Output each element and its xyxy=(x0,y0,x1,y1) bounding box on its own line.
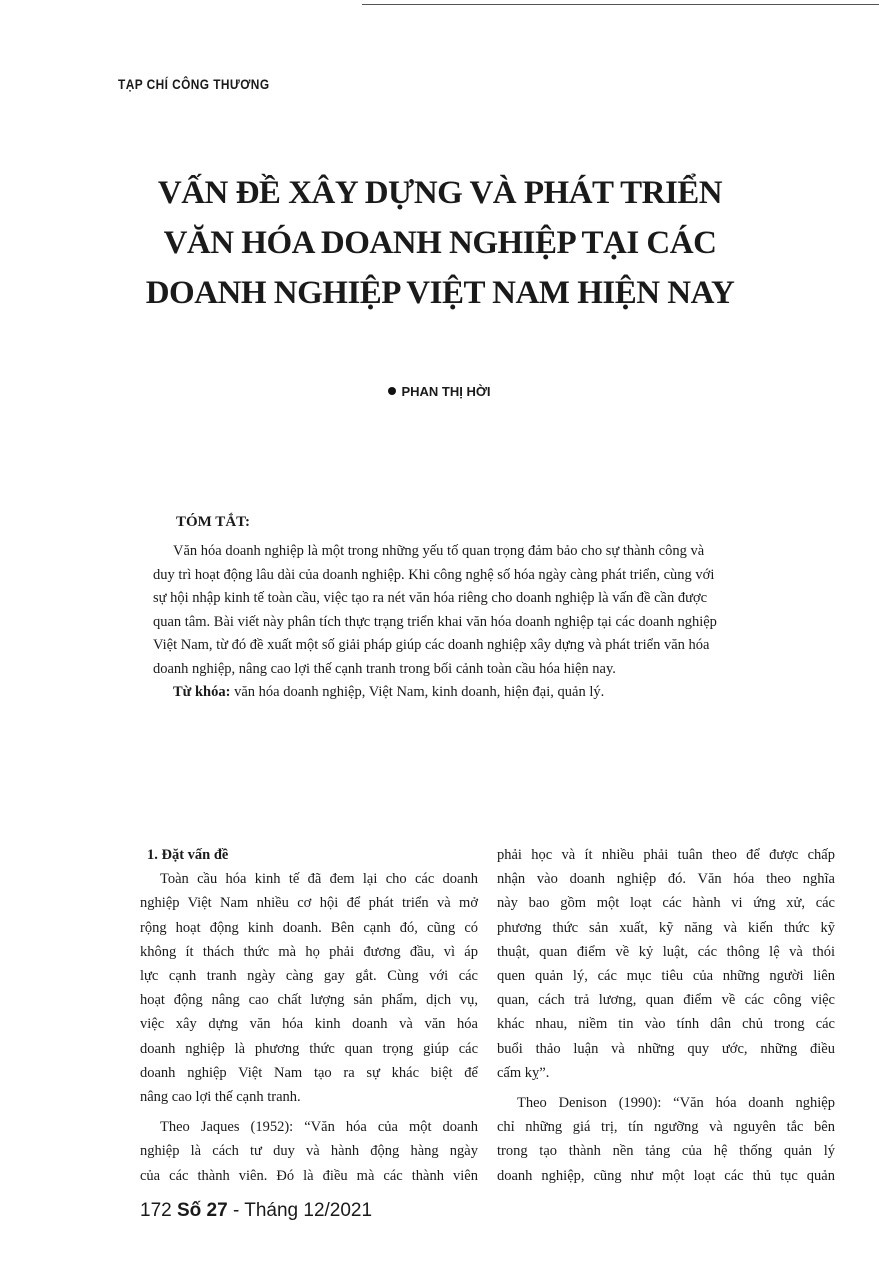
paragraph-line: nghiệp là cách tư duy và hành động hàng ngày xyxy=(140,1143,478,1160)
paragraph-line: không ít thách thức mà họ phải đương đầu, vì áp xyxy=(140,943,478,960)
page-number: 172 xyxy=(140,1200,172,1221)
title-line: VĂN HÓA DOANH NGHIỆP TẠI CÁC xyxy=(163,225,717,261)
paragraph-line: quen quản lý, các mục tiêu của những người liên xyxy=(497,968,835,985)
article-title xyxy=(100,168,780,318)
paragraph-line: lực cạnh tranh ngày càng gay gắt. Cùng với các xyxy=(140,968,478,985)
paragraph-line: phương thức sản xuất, kỹ năng và kiến thức kỹ xyxy=(497,919,835,936)
paragraph-line: thuật, quan điểm về kỷ luật, các thông lệ và thói xyxy=(497,943,835,960)
paragraph-line: nhận vào doanh nghiệp đó. Văn hóa theo nghĩa xyxy=(497,871,835,888)
paragraph-line: quan, cách trả lương, quan điểm về các công việc xyxy=(497,992,835,1009)
paragraph-line: trong tạo thành nền tảng của hệ thống quản lý xyxy=(497,1143,835,1160)
abstract-line: Văn hóa doanh nghiệp là một trong những yếu tố quan trọng đảm bảo cho sự thành công và xyxy=(173,543,705,559)
issue-date: - Tháng 12/2021 xyxy=(227,1200,373,1221)
keywords xyxy=(153,681,701,705)
author-name: PHAN THỊ HỜI xyxy=(401,384,491,399)
bullet-icon xyxy=(388,387,396,395)
left-column xyxy=(140,843,478,1188)
paragraph-line: phải học và ít nhiều phải tuân theo để được chấp xyxy=(497,847,835,863)
paragraph-line: rộng hoạt động kinh doanh. Bên cạnh đó, cũng có xyxy=(140,919,478,936)
paragraph-line: việc xây dựng văn hóa kinh doanh và văn hóa xyxy=(140,1016,478,1033)
right-column xyxy=(497,843,835,1188)
abstract-line: duy trì hoạt động lâu dài của doanh nghiệp. Khi công nghệ số hóa ngày càng phát triển, cùng với xyxy=(153,566,715,583)
paragraph-line: của các thành viên. Đó là điều mà các thành viên xyxy=(140,1167,478,1184)
abstract-line: doanh nghiệp, nâng cao lợi thế cạnh tranh trong bối cảnh toàn cầu hóa hiện nay. xyxy=(153,660,616,677)
top-rule xyxy=(362,4,879,5)
paragraph-line: nghiệp Việt Nam nhiều cơ hội để phát triển và mở xyxy=(140,895,478,912)
paragraph-line: Theo Jaques (1952): “Văn hóa của một doanh xyxy=(160,1119,478,1136)
title-line: VẤN ĐỀ XÂY DỰNG VÀ PHÁT TRIỂN xyxy=(157,175,723,211)
paragraph-line: nâng cao lợi thế cạnh tranh. xyxy=(140,1089,301,1106)
issue-number: Số 27 xyxy=(176,1200,228,1221)
paragraph-line: cấm kỵ”. xyxy=(497,1064,550,1081)
paragraph-line: Theo Denison (1990): “Văn hóa doanh nghiệp xyxy=(517,1095,835,1112)
paragraph-line: khác nhau, niềm tin vào tính dân chủ trong các xyxy=(497,1016,835,1033)
paragraph-line: doanh nghiệp Việt Nam tạo ra sự khác biệt để xyxy=(140,1064,478,1081)
keywords-text: văn hóa doanh nghiệp, Việt Nam, kinh doanh, hiện đại, quản lý. xyxy=(230,684,605,700)
section-heading: 1. Đặt vấn đề xyxy=(147,847,229,863)
abstract xyxy=(153,540,717,705)
abstract-line: sự hội nhập kinh tế toàn cầu, việc tạo ra nét văn hóa riêng cho doanh nghiệp là vấn đề cần được xyxy=(153,590,708,606)
journal-name: TẠP CHÍ CÔNG THƯƠNG xyxy=(118,76,270,92)
paragraph-line: này bao gồm một loạt các hành vi ứng xử, các xyxy=(497,895,835,912)
abstract-line: quan tâm. Bài viết này phân tích thực trạng triển khai văn hóa doanh nghiệp tại các doanh nghiệp xyxy=(153,613,717,630)
paragraph-line: chỉ những giá trị, tín ngưỡng và nguyên tắc bên xyxy=(497,1119,835,1136)
paragraph-line: doanh nghiệp, cũng như một loạt các thủ tục quản xyxy=(497,1167,835,1184)
abstract-line: Việt Nam, từ đó đề xuất một số giải pháp giúp các doanh nghiệp xây dựng và phát triển văn hóa xyxy=(153,637,710,653)
paragraph-line: doanh nghiệp là phương thức quan trọng giúp các xyxy=(140,1040,478,1057)
abstract-heading: TÓM TẮT: xyxy=(176,514,251,530)
paragraph-line: buổi thảo luận và những quy ước, những điều xyxy=(497,1040,835,1057)
paragraph-line: Toàn cầu hóa kinh tế đã đem lại cho các doanh xyxy=(160,871,478,888)
title-line: DOANH NGHIỆP VIỆT NAM HIỆN NAY xyxy=(145,275,735,311)
author xyxy=(0,384,879,399)
paragraph-line: hoạt động nâng cao chất lượng sản phẩm, dịch vụ, xyxy=(140,992,478,1009)
keywords-label: Từ khóa: xyxy=(173,684,231,700)
page-footer xyxy=(140,1200,372,1222)
